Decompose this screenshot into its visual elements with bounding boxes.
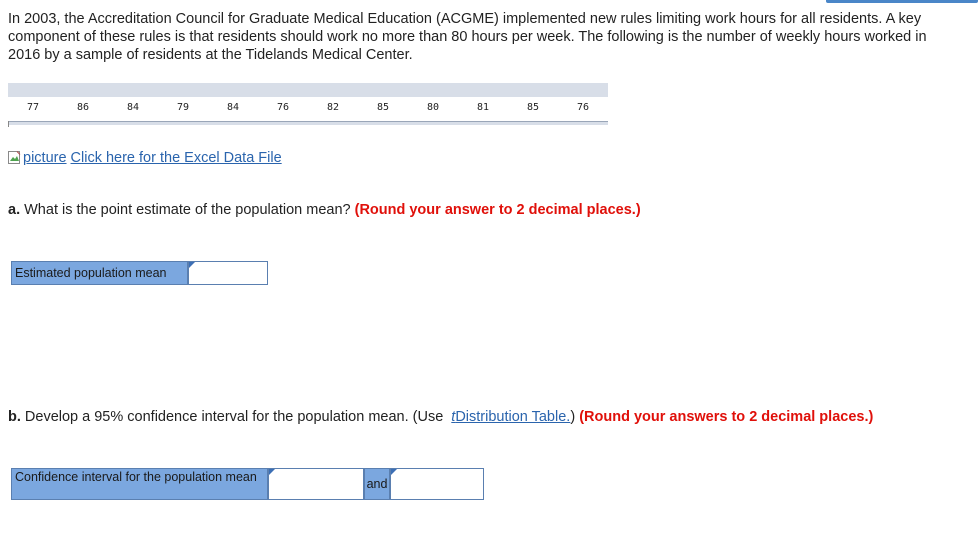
data-table-footer-band [8, 122, 608, 125]
data-table [8, 83, 608, 125]
data-table-row [8, 97, 608, 117]
data-cell: 77 [26, 101, 40, 113]
broken-image-icon [8, 151, 22, 165]
answer-b-row [11, 468, 484, 500]
question-a [8, 202, 641, 218]
question-b-text: Develop a 95% confidence interval for the population mean. (Use [24, 409, 444, 425]
confidence-interval-label: Confidence interval for the population mean [11, 468, 268, 500]
data-cell: 76 [576, 101, 590, 113]
ci-lower-field-cell [268, 468, 364, 500]
data-table-edge [8, 121, 9, 127]
ci-upper-field-cell [390, 468, 484, 500]
top-tab-indicator [826, 0, 978, 3]
data-cell: 80 [426, 101, 440, 113]
excel-data-file-link[interactable] [8, 150, 282, 166]
data-cell: 85 [376, 101, 390, 113]
question-b-label: b. [8, 409, 21, 425]
data-cell: 86 [76, 101, 90, 113]
question-b-instruction: (Round your answers to 2 decimal places.) [579, 409, 874, 425]
data-cell: 76 [276, 101, 290, 113]
question-a-instruction: (Round your answer to 2 decimal places.) [354, 202, 641, 218]
answer-a-row [11, 261, 268, 285]
data-cell: 84 [126, 101, 140, 113]
problem-intro: In 2003, the Accreditation Council for Graduate Medical Education (ACGME) implemented new rules limiting work hours for all residents. A key component of these rules is that residents should work no more than 80 hours per week. The following is the number of weekly hours worked in 2016 by a sample of residents at the Tidelands Medical Center. [8, 11, 927, 63]
t-distribution-table-link[interactable] [451, 409, 570, 425]
question-a-text: What is the point estimate of the population mean? [24, 202, 351, 218]
t-letter: t [451, 409, 456, 425]
ci-upper-input[interactable] [391, 469, 483, 499]
estimated-mean-field-cell [188, 261, 268, 285]
data-cell: 85 [526, 101, 540, 113]
excel-link-text: Click here for the Excel Data File [70, 150, 282, 166]
data-table-header-band [8, 83, 608, 97]
and-label: and [364, 468, 390, 500]
question-a-label: a. [8, 202, 21, 218]
ci-lower-input[interactable] [269, 469, 363, 499]
data-cell: 84 [226, 101, 240, 113]
question-b-close-paren: ) [570, 409, 576, 425]
data-cell: 79 [176, 101, 190, 113]
estimated-mean-label: Estimated population mean [11, 261, 188, 285]
t-distribution-link-text: Distribution Table. [455, 409, 571, 425]
data-cell: 82 [326, 101, 340, 113]
question-b [8, 409, 873, 425]
data-cell: 81 [476, 101, 490, 113]
estimated-mean-input[interactable] [189, 262, 267, 284]
excel-link-alt-text: picture [23, 150, 67, 166]
